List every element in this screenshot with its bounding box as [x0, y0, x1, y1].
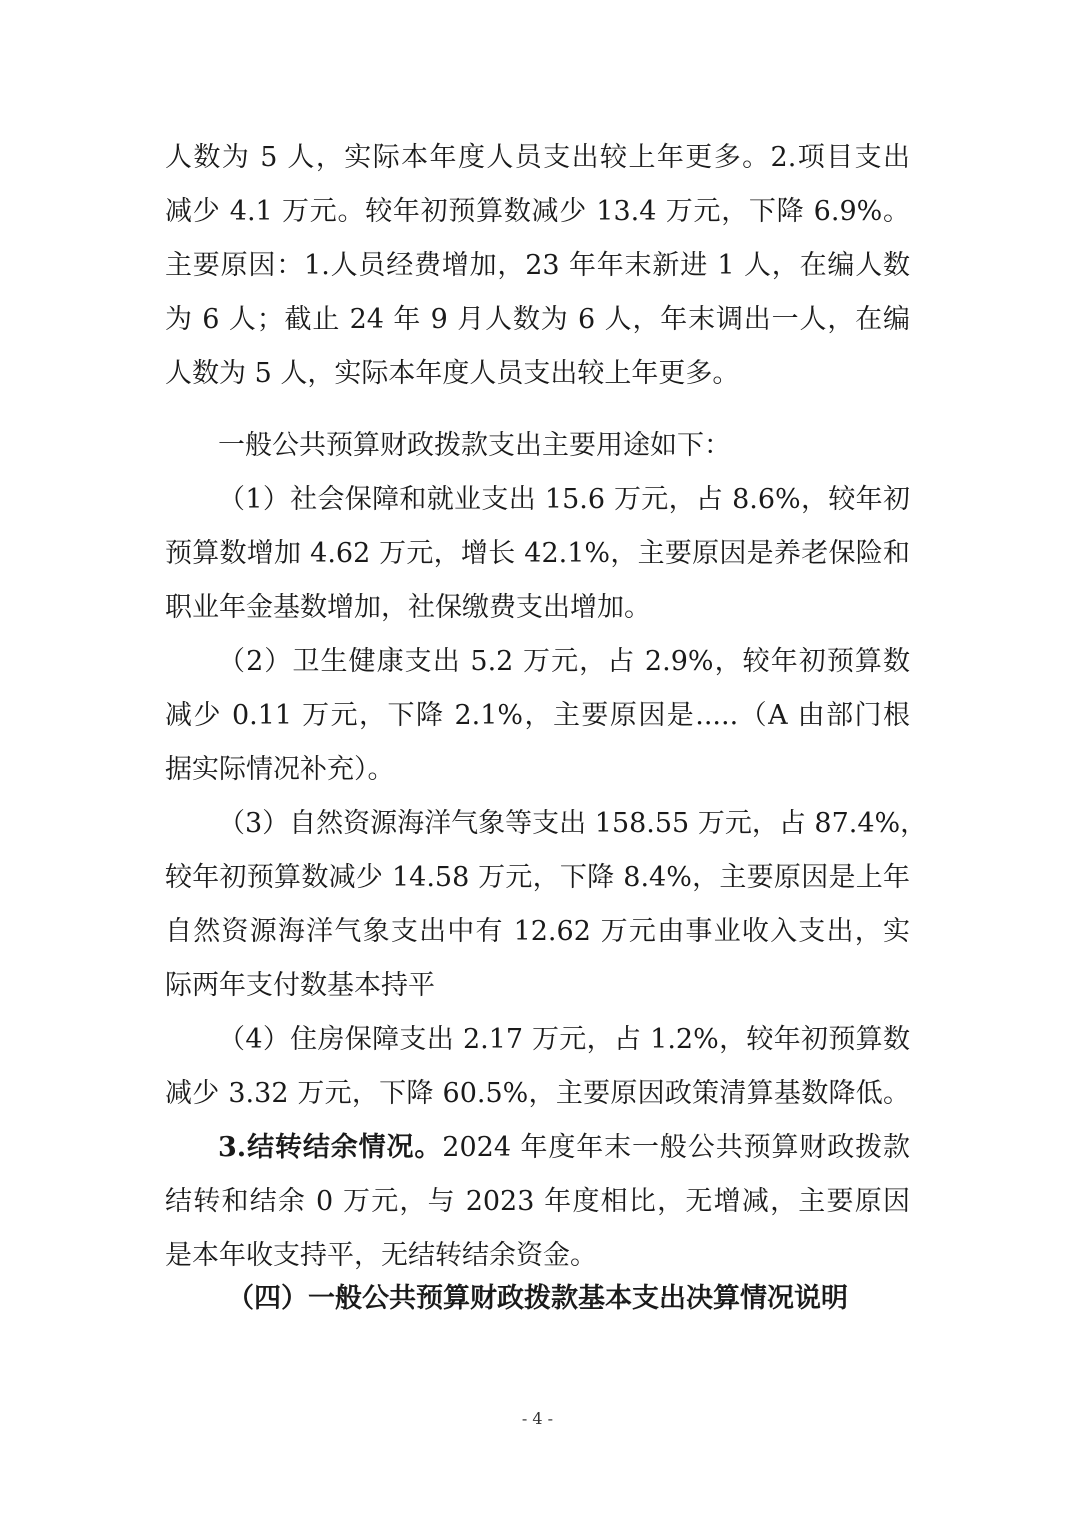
paragraph-line: （3）自然资源海洋气象等支出 158.55 万元，占 87.4%， [218, 808, 928, 839]
page-number: - 4 - [521, 1409, 554, 1428]
section-3-line [218, 1128, 910, 1168]
section-3-text: 2024 年度年末一般公共预算财政拨款 [442, 1132, 911, 1163]
paragraph-line: 较年初预算数减少 14.58 万元，下降 8.4%，主要原因是上年 [165, 862, 910, 893]
section-heading: （四）一般公共预算财政拨款基本支出决算情况说明 [227, 1283, 848, 1314]
paragraph-line: 减少 0.11 万元，下降 2.1%，主要原因是.....（A 由部门根 [165, 700, 910, 731]
section-3-title: 3.结转结余情况。 [218, 1132, 443, 1163]
paragraph-line: （4）住房保障支出 2.17 万元，占 1.2%，较年初预算数 [218, 1024, 910, 1055]
paragraph-line: （2）卫生健康支出 5.2 万元，占 2.9%，较年初预算数 [218, 646, 910, 677]
paragraph-line: 人数为 5 人，实际本年度人员支出较上年更多。2.项目支出 [165, 142, 910, 173]
paragraph-line: 自然资源海洋气象支出中有 12.62 万元由事业收入支出，实 [165, 916, 910, 947]
paragraph-line: 主要原因：1.人员经费增加，23 年年末新进 1 人，在编人数 [165, 250, 910, 281]
paragraph-line: 人数为 5 人，实际本年度人员支出较上年更多。 [165, 358, 740, 389]
paragraph-line: 减少 4.1 万元。较年初预算数减少 13.4 万元，下降 6.9%。 [165, 196, 910, 227]
paragraph-line: 际两年支付数基本持平 [165, 970, 435, 1001]
paragraph-line: （1）社会保障和就业支出 15.6 万元，占 8.6%，较年初 [218, 484, 910, 515]
paragraph-line: 据实际情况补充）。 [165, 754, 395, 785]
paragraph-line: 为 6 人；截止 24 年 9 月人数为 6 人，年末调出一人，在编 [165, 304, 910, 335]
paragraph-line: 预算数增加 4.62 万元，增长 42.1%，主要原因是养老保险和 [165, 538, 910, 569]
paragraph-line: 是本年收支持平，无结转结余资金。 [165, 1240, 597, 1271]
paragraph-line: 一般公共预算财政拨款支出主要用途如下： [218, 430, 731, 461]
paragraph-line: 职业年金基数增加，社保缴费支出增加。 [165, 592, 651, 623]
paragraph-line: 减少 3.32 万元，下降 60.5%，主要原因政策清算基数降低。 [165, 1078, 910, 1109]
paragraph-line: 结转和结余 0 万元，与 2023 年度相比，无增减，主要原因 [165, 1186, 910, 1217]
